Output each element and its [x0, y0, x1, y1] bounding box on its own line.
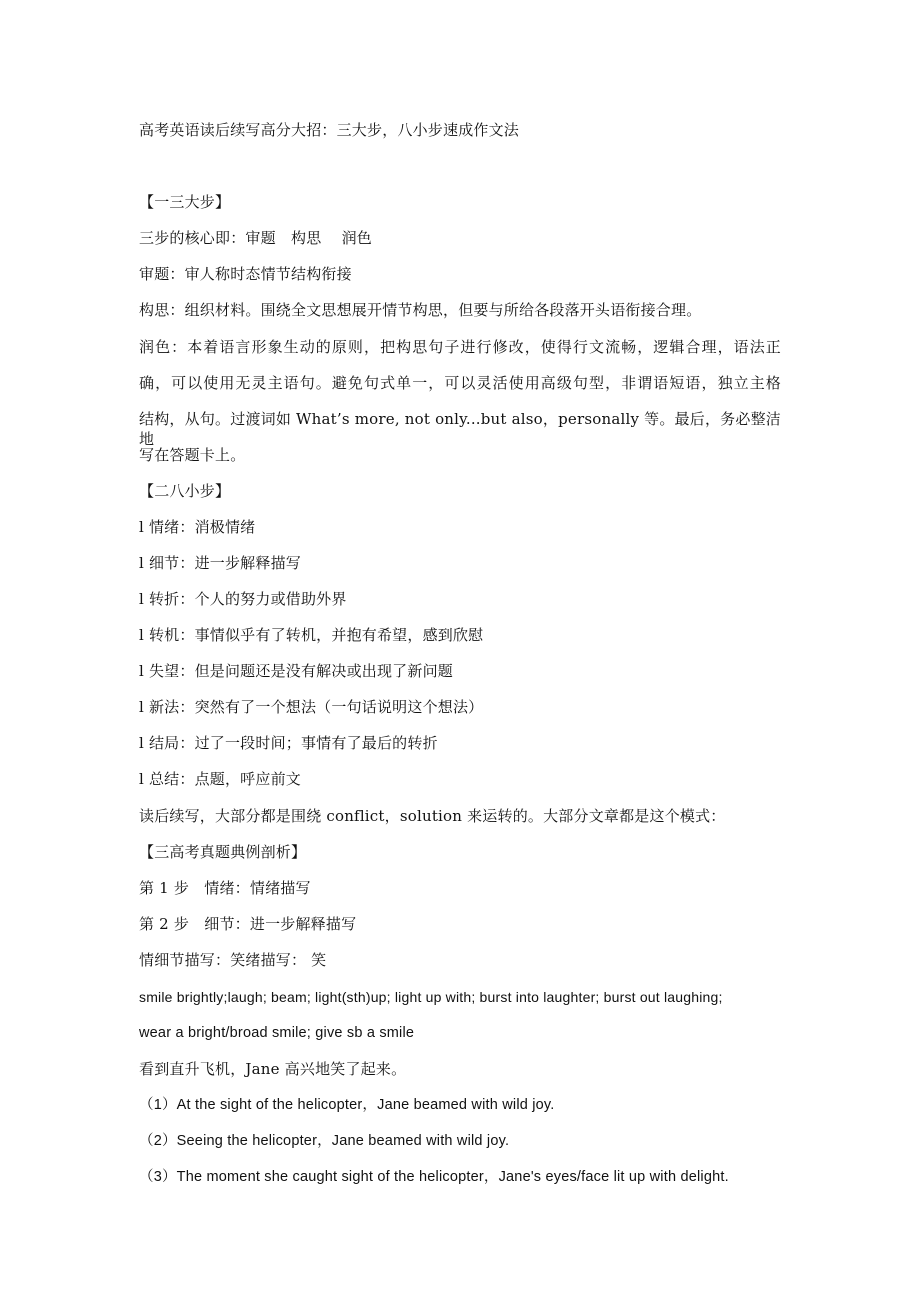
step-item: l 细节：进一步解释描写: [139, 554, 301, 572]
core-steps-line: 三步的核心即：审题 构思 润色: [139, 229, 372, 247]
smile-phrases-line-2: wear a bright/broad smile; give sb a smile: [139, 1025, 415, 1041]
step-item: l 情绪：消极情绪: [139, 518, 256, 536]
example-step-2: 第 2 步 细节：进一步解释描写: [139, 915, 357, 933]
runse-line-4: 写在答题卡上。: [139, 446, 246, 464]
step-item: l 转机：事情似乎有了转机，并抱有希望，感到欣慰: [139, 626, 484, 644]
example-step-1: 第 1 步 情绪：情绪描写: [139, 879, 311, 897]
step-item: l 转折：个人的努力或借助外界: [139, 590, 347, 608]
step-item: l 结局：过了一段时间；事情有了最后的转折: [139, 734, 438, 752]
document-title: 高考英语读后续写高分大招：三大步，八小步速成作文法: [139, 121, 520, 139]
step-item: l 总结：点题，呼应前文: [139, 770, 301, 788]
example-sentence-2: （2）Seeing the helicopter，Jane beamed with wild joy.: [139, 1133, 510, 1149]
section-heading-three-steps: 【一三大步】: [139, 193, 231, 211]
gousi-line: 构思：组织材料。围绕全文思想展开情节构思，但要与所给各段落开头语衔接合理。: [139, 301, 702, 319]
section-heading-examples: 【三高考真题典例剖析】: [139, 843, 307, 861]
runse-line-2: 确，可以使用无灵主语句。避免句式单一，可以灵活使用高级句型，非谓语短语，独立主格: [139, 374, 781, 392]
detail-description-label: 情细节描写：笑绪描写： 笑: [139, 951, 327, 969]
smile-phrases-line-1: smile brightly;laugh; beam; light(sth)up; light up with; burst into laughter; burst out laughing;: [139, 989, 723, 1005]
example-sentence-3: （3）The moment she caught sight of the helicopter，Jane's eyes/face lit up with delight.: [139, 1169, 729, 1185]
example-chinese-sentence: 看到直升飞机，Jane 高兴地笑了起来。: [139, 1060, 407, 1078]
example-sentence-1: （1）At the sight of the helicopter，Jane beamed with wild joy.: [139, 1097, 555, 1113]
runse-line-1: 润色：本着语言形象生动的原则，把构思句子进行修改，使得行文流畅，逻辑合理，语法正: [139, 338, 781, 356]
conflict-summary-line: 读后续写，大部分都是围绕 conflict，solution 来运转的。大部分文章都是这个模式：: [139, 807, 726, 825]
shenti-line: 审题：审人称时态情节结构衔接: [139, 265, 352, 283]
step-item: l 失望：但是问题还是没有解决或出现了新问题: [139, 662, 453, 680]
section-heading-eight-steps: 【二八小步】: [139, 482, 231, 500]
step-item: l 新法：突然有了一个想法（一句话说明这个想法）: [139, 698, 484, 716]
runse-line-3: 结构，从句。过渡词如 What’s more, not only...but also，personally 等。最后，务必整洁地: [139, 410, 781, 448]
